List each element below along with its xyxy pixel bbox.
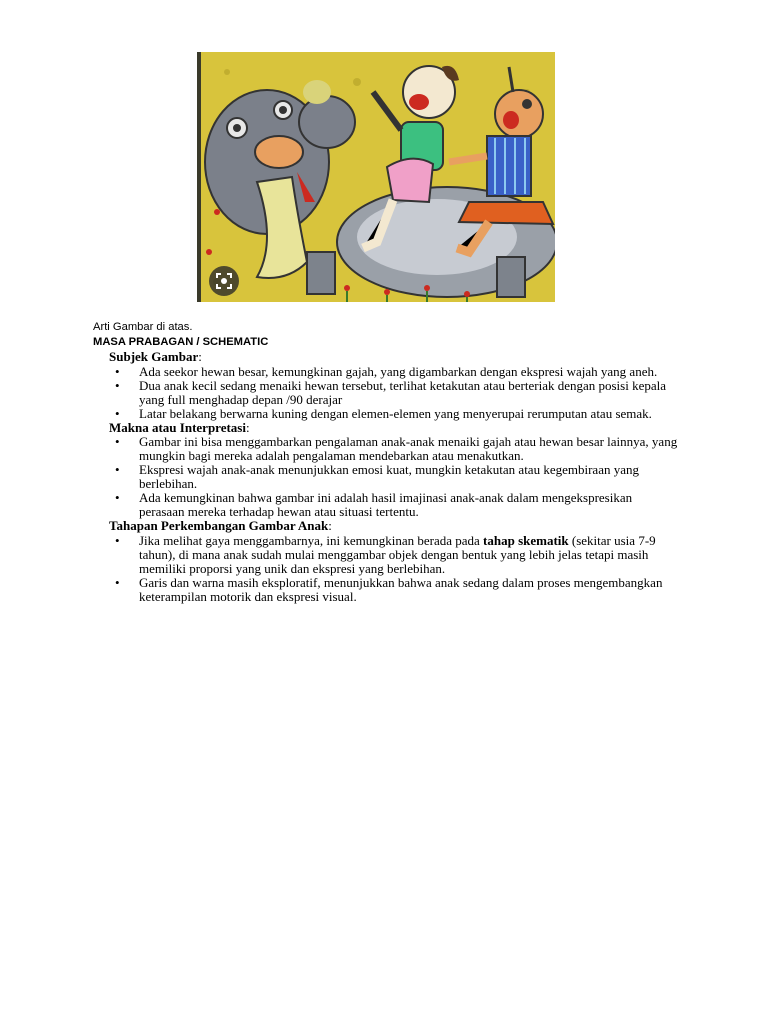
child-drawing-illustration — [197, 52, 555, 302]
bullet-list — [93, 365, 693, 421]
section-colon: : — [198, 349, 202, 364]
list-item: • Ekspresi wajah anak-anak menunjukkan emosi kuat, mungkin ketakutan atau kegembiraan yang berlebihan. — [139, 463, 679, 491]
section-colon: : — [245, 419, 250, 435]
list-item-text: (sekitar usia 7-9 tahun), di mana anak sudah mulai menggambar objek dengan bentuk yang lebih jelas tetapi masih memiliki proporsi yang unik dan ekspresi yang berlebihan. — [139, 532, 656, 576]
caption: Arti Gambar di atas. — [93, 321, 193, 333]
list-item: • Latar belakang berwarna kuning dengan elemen-elemen yang menyerupai rerumputan atau semak. — [139, 407, 679, 421]
visual-search-icon[interactable] — [209, 266, 239, 296]
section-title — [109, 519, 693, 534]
list-item — [139, 534, 679, 576]
bullet-list — [93, 435, 693, 519]
section-title-text: Tahapan Perkembangan Gambar Anak — [109, 518, 329, 533]
bullet-list — [93, 534, 693, 604]
section-title-text: Makna atau Interpretasi — [109, 419, 246, 435]
list-item: • Ada kemungkinan bahwa gambar ini adalah hasil imajinasi anak-anak dalam mengekspresikan perasaan mereka terhadap hewan atau situasi tertentu. — [139, 491, 679, 519]
list-item: • Dua anak kecil sedang menaiki hewan tersebut, terlihat ketakutan atau berteriak dengan posisi kepala yang full menghadap depan /90 derajar — [139, 379, 679, 407]
heading: MASA PRABAGAN / SCHEMATIC — [93, 336, 269, 348]
emphasis-text: tahap skematik — [483, 532, 569, 548]
list-item: • Gambar ini bisa menggambarkan pengalaman anak-anak menaiki gajah atau hewan besar lainnya, yang mungkin bagi mereka adalah pengalaman mendebarkan atau menakutkan. — [139, 435, 679, 463]
drawing-image — [197, 52, 555, 302]
list-item: • Ada seekor hewan besar, kemungkinan gajah, yang digambarkan dengan ekspresi wajah yang aneh. — [139, 365, 679, 379]
list-item: • Garis dan warna masih eksploratif, menunjukkan bahwa anak sedang dalam proses mengembangkan keterampilan motorik dan ekspresi visual. — [139, 576, 679, 604]
section-colon: : — [328, 518, 332, 533]
section-title — [109, 350, 693, 365]
section-title-text: Subjek Gambar — [109, 349, 199, 364]
list-item-text: Jika melihat gaya menggambarnya, ini kemungkinan berada pada — [139, 532, 484, 548]
section-title — [109, 421, 693, 436]
document-body — [93, 320, 693, 604]
